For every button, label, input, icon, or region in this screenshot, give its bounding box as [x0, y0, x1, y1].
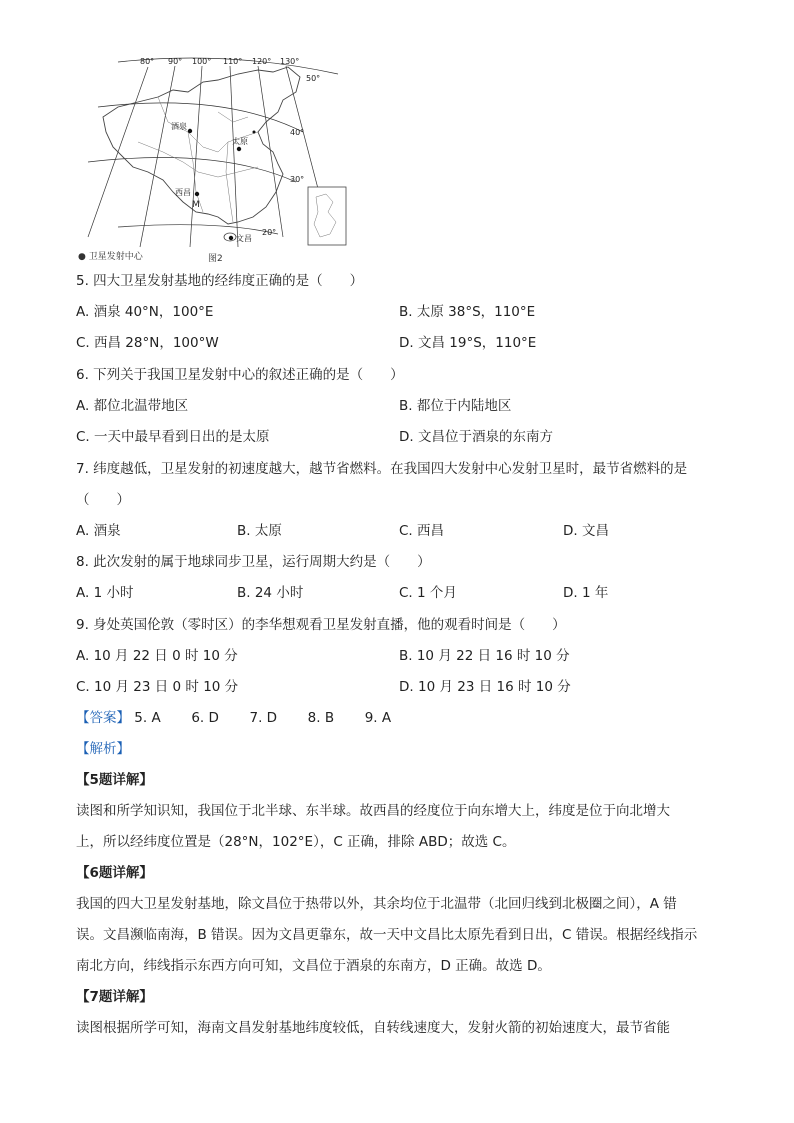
- china-launch-centers-map: [78, 52, 358, 272]
- question-6-stem: 6. 下列关于我国卫星发射中心的叙述正确的是（ ）: [76, 367, 404, 383]
- latitude-label: 30°: [290, 175, 305, 184]
- question-8-stem: 8. 此次发射的属于地球同步卫星，运行周期大约是（ ）: [76, 554, 431, 570]
- xichang-point: [195, 192, 199, 196]
- q7-detail-line-1: 读图根据所学可知，海南文昌发射基地纬度较低，自转线速度大，发射火箭的初始速度大，最节省能: [76, 1020, 670, 1036]
- answer-line: [76, 709, 391, 727]
- question-5-option-c: C. 西昌 28°N，100°W: [76, 335, 219, 351]
- answer-6: 6. D: [191, 710, 219, 726]
- jiuquan-point: [188, 129, 192, 133]
- longitude-line-100: [190, 66, 202, 247]
- answer-7: 7. D: [249, 710, 278, 726]
- longitude-label: 120°: [252, 57, 272, 66]
- beijing-point: [253, 131, 256, 134]
- q7-detail-heading: 【7题详解】: [76, 989, 153, 1005]
- question-7-option-a: A. 酒泉: [76, 523, 121, 539]
- latitude-label: 40°: [290, 128, 305, 137]
- question-9-stem: 9. 身处英国伦敦（零时区）的李华想观看卫星发射直播，他的观看时间是（ ）: [76, 617, 566, 633]
- longitude-line-90: [140, 66, 175, 247]
- question-9-option-b: B. 10 月 22 日 16 时 10 分: [399, 648, 570, 664]
- figure-caption: 图2: [208, 254, 223, 264]
- question-7-option-d: D. 文昌: [563, 523, 609, 539]
- province-border: [218, 112, 248, 122]
- point-label-m: M: [192, 200, 200, 210]
- question-8-option-a: A. 1 小时: [76, 585, 134, 601]
- wenchang-point: [229, 236, 233, 240]
- question-8-option-d: D. 1 年: [563, 585, 609, 601]
- answer-label: 【答案】: [76, 710, 130, 726]
- analysis-label: 【解析】: [76, 741, 130, 757]
- longitude-label: 110°: [223, 57, 243, 66]
- city-label-wenchang: 文昌: [236, 234, 252, 243]
- latitude-line-30: [88, 158, 296, 183]
- city-label-taiyuan: 太原: [232, 137, 248, 146]
- longitude-line-110: [230, 66, 238, 247]
- longitude-label: 130°: [280, 57, 300, 66]
- map-legend: ● 卫星发射中心: [78, 252, 143, 262]
- south-china-sea-inset: [308, 187, 346, 245]
- question-9-option-d: D. 10 月 23 日 16 时 10 分: [399, 679, 571, 695]
- taiyuan-point: [237, 147, 241, 151]
- question-6-option-d: D. 文昌位于酒泉的东南方: [399, 429, 553, 445]
- q6-detail-line-3: 南北方向，纬线指示东西方向可知，文昌位于酒泉的东南方，D 正确。故选 D。: [76, 958, 551, 974]
- question-7-stem: 7. 纬度越低，卫星发射的初速度越大，越节省燃料。在我国四大发射中心发射卫星时，最节省燃料的是: [76, 461, 688, 477]
- answer-8: 8. B: [307, 710, 335, 726]
- question-5-option-a: A. 酒泉 40°N，100°E: [76, 304, 214, 320]
- longitude-label: 100°: [192, 57, 212, 66]
- q6-detail-line-2: 误。文昌濒临南海，B 错误。因为文昌更靠东，故一天中文昌比太原先看到日出，C 错误。根据经线指示: [76, 927, 698, 943]
- city-label-xichang: 西昌: [175, 188, 191, 197]
- question-5-option-b: B. 太原 38°S，110°E: [399, 304, 536, 320]
- question-7-stem-cont: （ ）: [76, 492, 130, 508]
- answer-9: 9. A: [364, 710, 392, 726]
- answer-5: 5. A: [134, 710, 161, 726]
- longitude-label: 80°: [140, 57, 155, 66]
- question-6-option-a: A. 都位北温带地区: [76, 398, 189, 414]
- longitude-line-120: [258, 66, 283, 237]
- province-border: [226, 142, 233, 222]
- q5-detail-heading: 【5题详解】: [76, 772, 153, 788]
- question-7-option-b: B. 太原: [237, 523, 282, 539]
- question-8-option-b: B. 24 小时: [237, 585, 304, 601]
- question-6-option-b: B. 都位于内陆地区: [399, 398, 512, 414]
- q6-detail-line-1: 我国的四大卫星发射基地，除文昌位于热带以外，其余均位于北温带（北回归线到北极圈之间），A 错: [76, 896, 677, 912]
- city-label-jiuquan: 酒泉: [171, 122, 187, 131]
- q6-detail-heading: 【6题详解】: [76, 865, 153, 881]
- q5-detail-line-2: 上，所以经纬度位置是（28°N，102°E），C 正确，排除 ABD；故选 C。: [76, 834, 516, 850]
- longitude-label: 90°: [168, 57, 183, 66]
- question-7-option-c: C. 西昌: [399, 523, 445, 539]
- latitude-label: 20°: [262, 228, 277, 237]
- latitude-line-20: [118, 225, 278, 234]
- latitude-label: 50°: [306, 74, 321, 83]
- q5-detail-line-1: 读图和所学知识知，我国位于北半球、东半球。故西昌的经度位于向东增大上，纬度是位于向北增大: [76, 803, 670, 819]
- question-8-option-c: C. 1 个月: [399, 585, 457, 601]
- question-5-stem: 5. 四大卫星发射基地的经纬度正确的是（ ）: [76, 273, 364, 289]
- question-6-option-c: C. 一天中最早看到日出的是太原: [76, 429, 270, 445]
- question-5-option-d: D. 文昌 19°S，110°E: [399, 335, 537, 351]
- question-9-option-a: A. 10 月 22 日 0 时 10 分: [76, 648, 238, 664]
- latitude-line-40: [98, 103, 303, 132]
- question-9-option-c: C. 10 月 23 日 0 时 10 分: [76, 679, 239, 695]
